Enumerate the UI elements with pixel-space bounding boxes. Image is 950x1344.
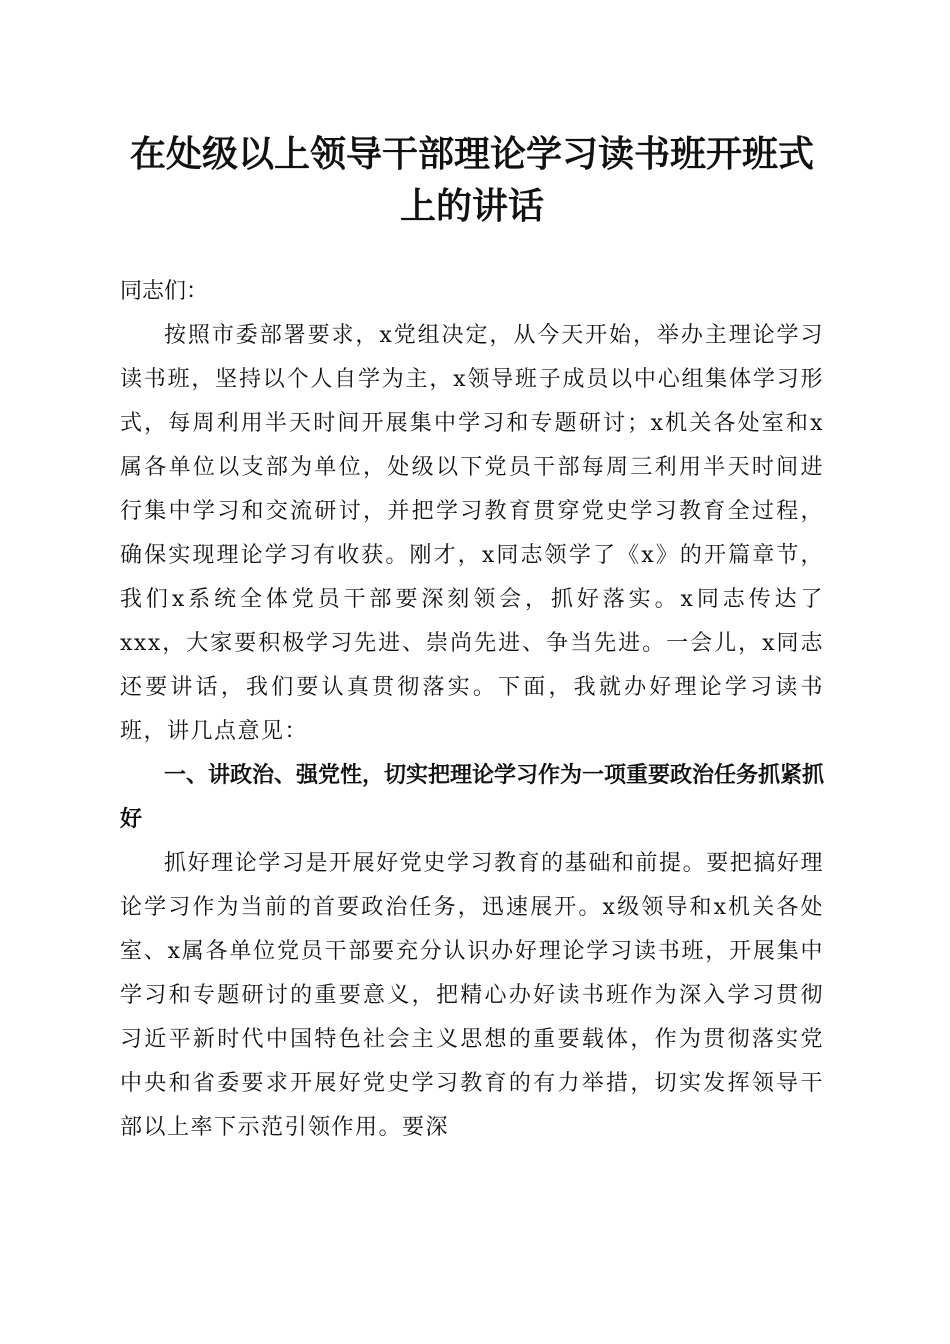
document-title: 在处级以上领导干部理论学习读书班开班式上的讲话 [129,133,814,227]
body-paragraph-intro: 按照市委部署要求，x党组决定，从今天开始，举办主理论学习读书班，坚持以个人自学为主，x领导班子成员以中心组集体学习形式，每周利用半天时间开展集中学习和专题研讨；x机关各处室和x属各单位以支部为单位，处级以下党员干部每周三利用半天时间进行集中学习和交流研讨，并把学习教育贯穿党史学习教育全过程，确保实现理论学习有收获。刚才，x同志领学了《x》的开篇章节，我们x系统全体党员干部要深刻领会，抓好落实。x同志传达了xxx，大家要积极学习先进、崇尚先进、争当先进。一会儿，x同志还要讲话，我们要认真贯彻落实。下面，我就办好理论学习读书班，讲几点意见： [120,323,824,744]
body-paragraph-section-1: 抓好理论学习是开展好党史学习教育的基础和前提。要把搞好理论学习作为当前的首要政治任务，迅速展开。x级领导和x机关各处室、x属各单位党员干部要充分认识办好理论学习读书班，开展集中学习和专题研讨的重要意义，把精心办好读书班作为深入学习贯彻习近平新时代中国特色社会主义思想的重要载体，作为贯彻落实党中央和省委要求开展好党史学习教育的有力举措，切实发挥领导干部以上率下示范引领作用。要深 [120,851,824,1140]
document-page [120,128,824,1150]
salutation: 同志们： [120,279,209,304]
section-heading-1: 一、讲政治、强党性，切实把理论学习作为一项重要政治任务抓紧抓好 [120,763,825,832]
